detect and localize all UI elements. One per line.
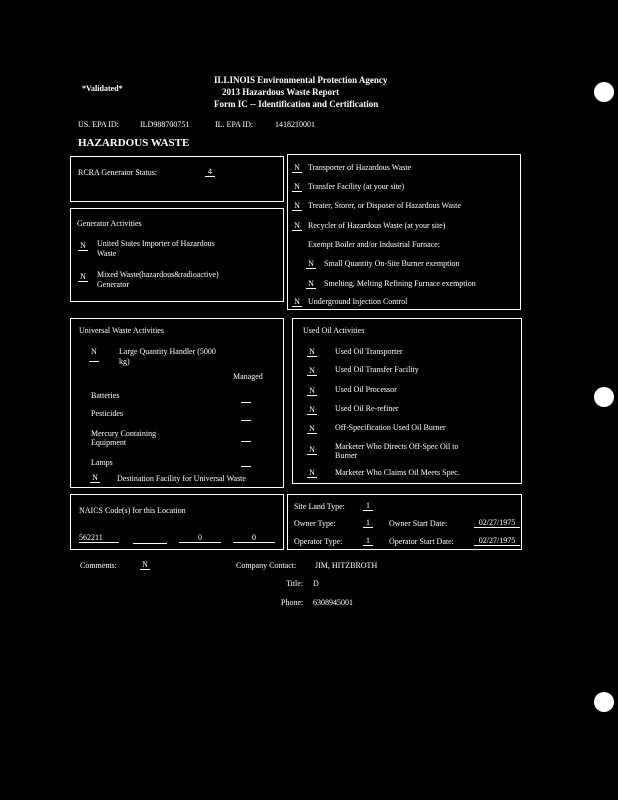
- punch-hole-bottom: [594, 692, 614, 712]
- form-title: Form IC -- Identification and Certification: [214, 99, 379, 109]
- uo-offspec: Off-Specification Used Oil Burner: [335, 423, 446, 432]
- contact-value: JIM, HITZBROTH: [315, 561, 378, 570]
- il-epa-id-value: 1418210001: [275, 120, 315, 129]
- rcra-status-value: 4: [205, 167, 215, 177]
- comments-label: Comments:: [80, 561, 117, 570]
- generator-activities-box: [70, 208, 284, 302]
- phone-label: Phone:: [281, 598, 304, 607]
- site-ownership-box: [287, 494, 522, 550]
- label-recycler: Recycler of Hazardous Waste (at your site): [308, 221, 446, 230]
- uo-processor: Used Oil Processor: [335, 385, 397, 394]
- used-oil-title: Used Oil Activities: [303, 326, 365, 335]
- used-oil-box: [292, 318, 522, 484]
- rcra-status-box: [70, 156, 284, 202]
- owner-start-label: Owner Start Date:: [389, 519, 448, 528]
- naics-code-2: [133, 533, 167, 544]
- generator-item-mixed-cont: Generator: [97, 280, 129, 289]
- dest-label: Destination Facility for Universal Waste: [117, 474, 246, 483]
- uo-flag-offspec: N: [307, 424, 317, 434]
- generator-flag-importer: N: [78, 241, 88, 251]
- lqh-label: Large Quantity Handler (5000: [119, 347, 216, 356]
- operator-type-label: Operator Type:: [294, 537, 343, 546]
- uo-flag-transfer: N: [307, 366, 317, 376]
- naics-code-4: 0: [233, 533, 275, 543]
- naics-box: [70, 494, 284, 550]
- uw-lamps: Lamps: [91, 458, 113, 467]
- generator-item-importer: United States Importer of Hazardous: [97, 239, 215, 248]
- label-small-burner: Small Quantity On-Site Burner exemption: [324, 259, 460, 268]
- uo-flag-processor: N: [307, 386, 317, 396]
- uw-batteries: Batteries: [91, 391, 120, 400]
- exempt-title: Exempt Boiler and/or Industrial Furnace:: [308, 240, 440, 249]
- site-land-label: Site Land Type:: [294, 502, 345, 511]
- uo-transporter: Used Oil Transporter: [335, 347, 403, 356]
- uw-pesticides-field: [241, 419, 251, 421]
- flag-underground: N: [292, 297, 302, 307]
- universal-waste-box: [70, 318, 284, 488]
- uo-flag-transporter: N: [307, 347, 317, 357]
- dest-flag: N: [90, 473, 100, 483]
- operator-start-value: 02/27/1975: [474, 536, 520, 546]
- uw-mercury-cont: Equipment: [91, 438, 127, 447]
- generator-item-importer-cont: Waste: [97, 249, 117, 258]
- lqh-label-cont: kg): [119, 357, 130, 366]
- section-title: HAZARDOUS WASTE: [78, 137, 190, 149]
- flag-transfer: N: [292, 182, 302, 192]
- title-label: Title:: [286, 579, 304, 588]
- uw-lamps-field: [241, 465, 251, 467]
- operator-type-value: 1: [363, 536, 373, 546]
- uo-transfer: Used Oil Transfer Facility: [335, 365, 419, 374]
- agency-name: ILLINOIS Environmental Protection Agency: [214, 75, 388, 85]
- punch-hole-middle: [594, 387, 614, 407]
- operator-start-label: Operator Start Date:: [389, 537, 454, 546]
- label-underground: Underground Injection Control: [308, 297, 408, 306]
- label-transporter: Transporter of Hazardous Waste: [308, 163, 412, 172]
- us-epa-id-value: ILD988700751: [140, 120, 190, 129]
- uo-marketer-claims: Marketer Who Claims Oil Meets Spec.: [335, 468, 460, 477]
- uo-flag-marketer-claims: N: [307, 468, 317, 478]
- owner-type-label: Owner Type:: [294, 519, 336, 528]
- uo-flag-rerefiner: N: [307, 405, 317, 415]
- lqh-flag: N: [91, 347, 97, 356]
- report-title: 2013 Hazardous Waste Report: [222, 87, 340, 97]
- site-land-value: 1: [363, 501, 373, 511]
- lqh-flag-line: [89, 360, 99, 362]
- title-value: D: [313, 579, 319, 588]
- hazardous-activities-box: [287, 154, 521, 310]
- flag-treater: N: [292, 201, 302, 211]
- us-epa-id-label: US. EPA ID:: [78, 120, 119, 129]
- uo-rerefiner: Used Oil Re-refiner: [335, 404, 399, 413]
- phone-value: 6308945001: [313, 598, 353, 607]
- naics-code-1: 562211: [79, 533, 119, 543]
- uw-mercury-field: [241, 440, 251, 442]
- flag-small-burner: N: [306, 259, 316, 269]
- flag-transporter: N: [292, 163, 302, 173]
- uo-marketer-directs: Marketer Who Directs Off-Spec Oil to: [335, 442, 459, 451]
- flag-smelting: N: [306, 279, 316, 289]
- generator-activities-title: Generator Activities: [77, 219, 142, 228]
- uo-flag-marketer-directs: N: [307, 445, 317, 455]
- uw-batteries-field: [241, 401, 251, 403]
- label-treater: Treater, Storer, or Disposer of Hazardous Waste: [308, 201, 461, 210]
- flag-recycler: N: [292, 221, 302, 231]
- generator-flag-mixed: N: [78, 272, 88, 282]
- generator-item-mixed: Mixed Waste(hazardous&radioactive): [97, 270, 219, 279]
- uo-marketer-directs-cont: Burner: [335, 451, 358, 460]
- rcra-status-label: RCRA Generator Status:: [78, 168, 158, 177]
- naics-code-3: 0: [179, 533, 221, 543]
- owner-type-value: 1: [363, 518, 373, 528]
- universal-waste-title: Universal Waste Activities: [79, 326, 164, 335]
- uw-pesticides: Pesticides: [91, 409, 123, 418]
- comments-value: N: [140, 560, 150, 570]
- label-transfer: Transfer Facility (at your site): [308, 182, 405, 191]
- punch-hole-top: [594, 82, 614, 102]
- label-smelting: Smelting, Melting Refining Furnace exemption: [324, 279, 476, 288]
- validated-stamp: *Validated*: [82, 84, 123, 93]
- contact-label: Company Contact:: [236, 561, 297, 570]
- il-epa-id-label: IL. EPA ID:: [215, 120, 254, 129]
- uw-mercury: Mercury Containing: [91, 429, 157, 438]
- managed-header: Managed: [233, 372, 263, 381]
- naics-label: NAICS Code(s) for this Location: [79, 506, 186, 515]
- owner-start-value: 02/27/1975: [474, 518, 520, 528]
